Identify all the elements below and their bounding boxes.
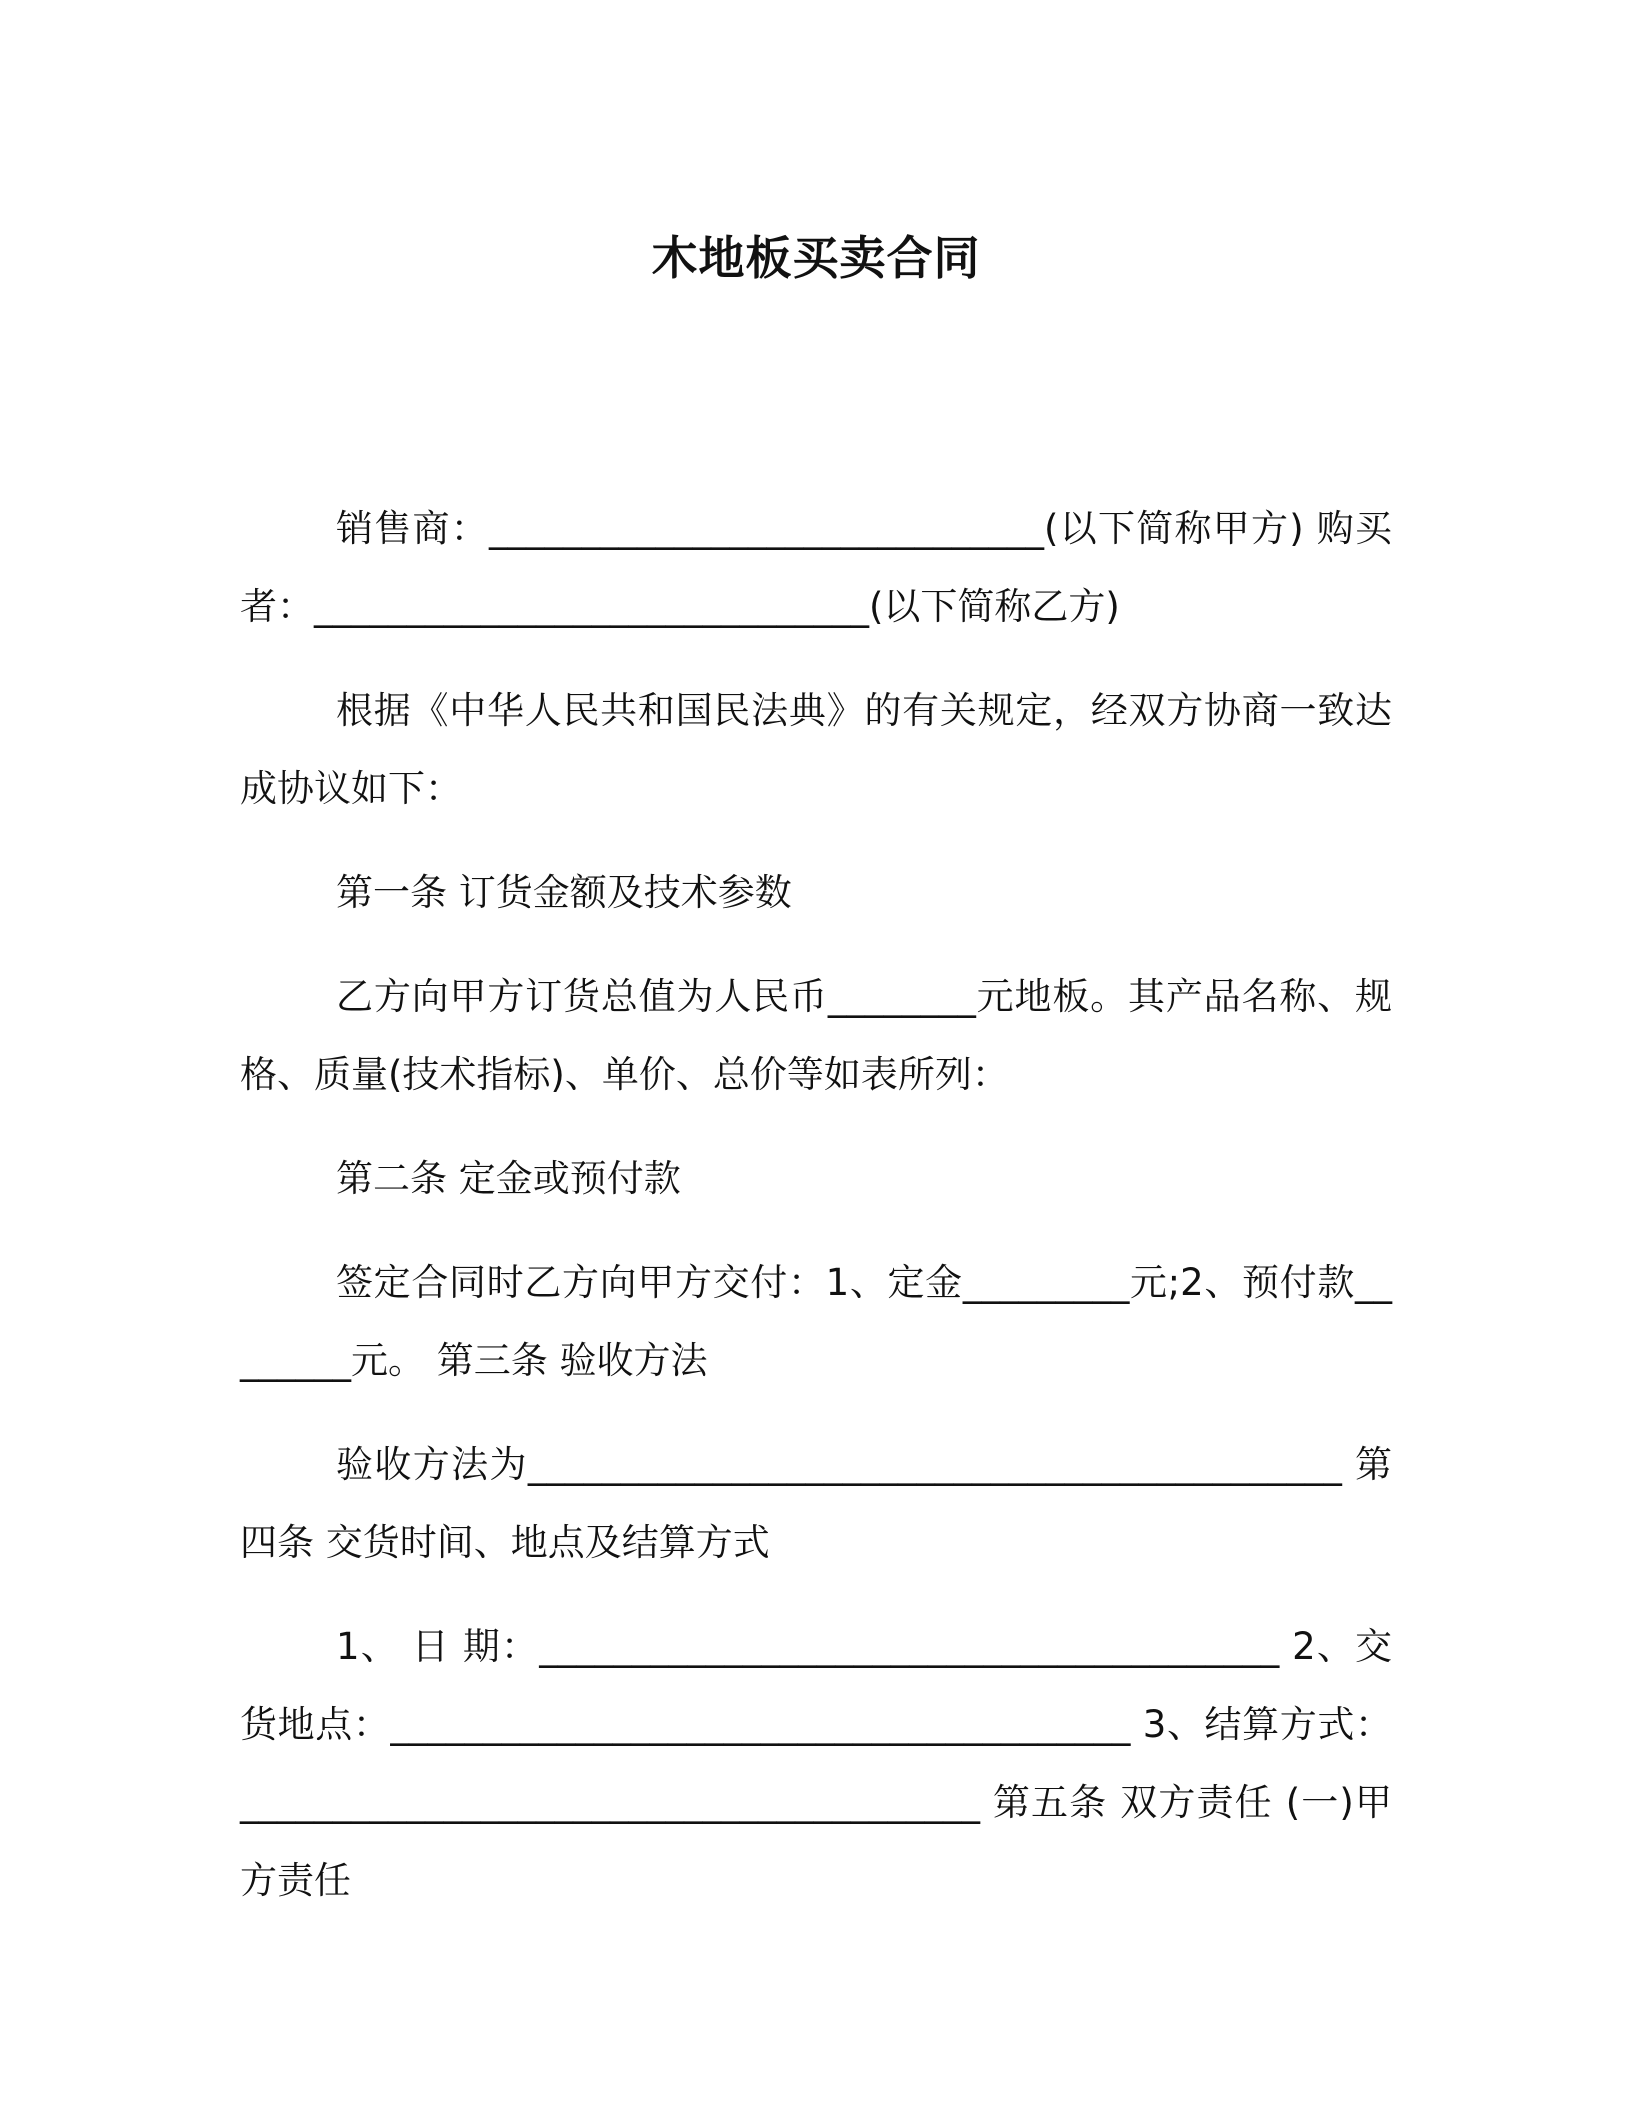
legal-basis-paragraph: 根据《中华人民共和国民法典》的有关规定，经双方协商一致达成协议如下：: [240, 689, 1392, 810]
deposit-paragraph: 签定合同时乙方向甲方交付：1、定金_________元;2、预付款________元。 第三条 验收方法: [240, 1261, 1392, 1382]
inspection-paragraph: 验收方法为____________________________________________ 第四条 交货时间、地点及结算方式: [240, 1443, 1392, 1564]
order-amount-paragraph: 乙方向甲方订货总值为人民币________元地板。其产品名称、规格、质量(技术指标)、单价、总价等如表所列：: [240, 975, 1392, 1096]
article-1-heading: 第一条 订货金额及技术参数: [336, 871, 792, 914]
delivery-paragraph: 1、 日 期：________________________________________ 2、交货地点：________________________________________ 3、结算方式：________________________________________ 第五条 双方责任 (一)甲方责任: [240, 1625, 1392, 1902]
document-body: [240, 490, 1392, 1946]
article-2-heading: 第二条 定金或预付款: [336, 1157, 681, 1200]
parties-paragraph: 销售商：______________________________(以下简称甲方) 购买者：______________________________(以下简称乙方): [240, 507, 1392, 628]
page-title: 木地板买卖合同: [651, 231, 981, 285]
